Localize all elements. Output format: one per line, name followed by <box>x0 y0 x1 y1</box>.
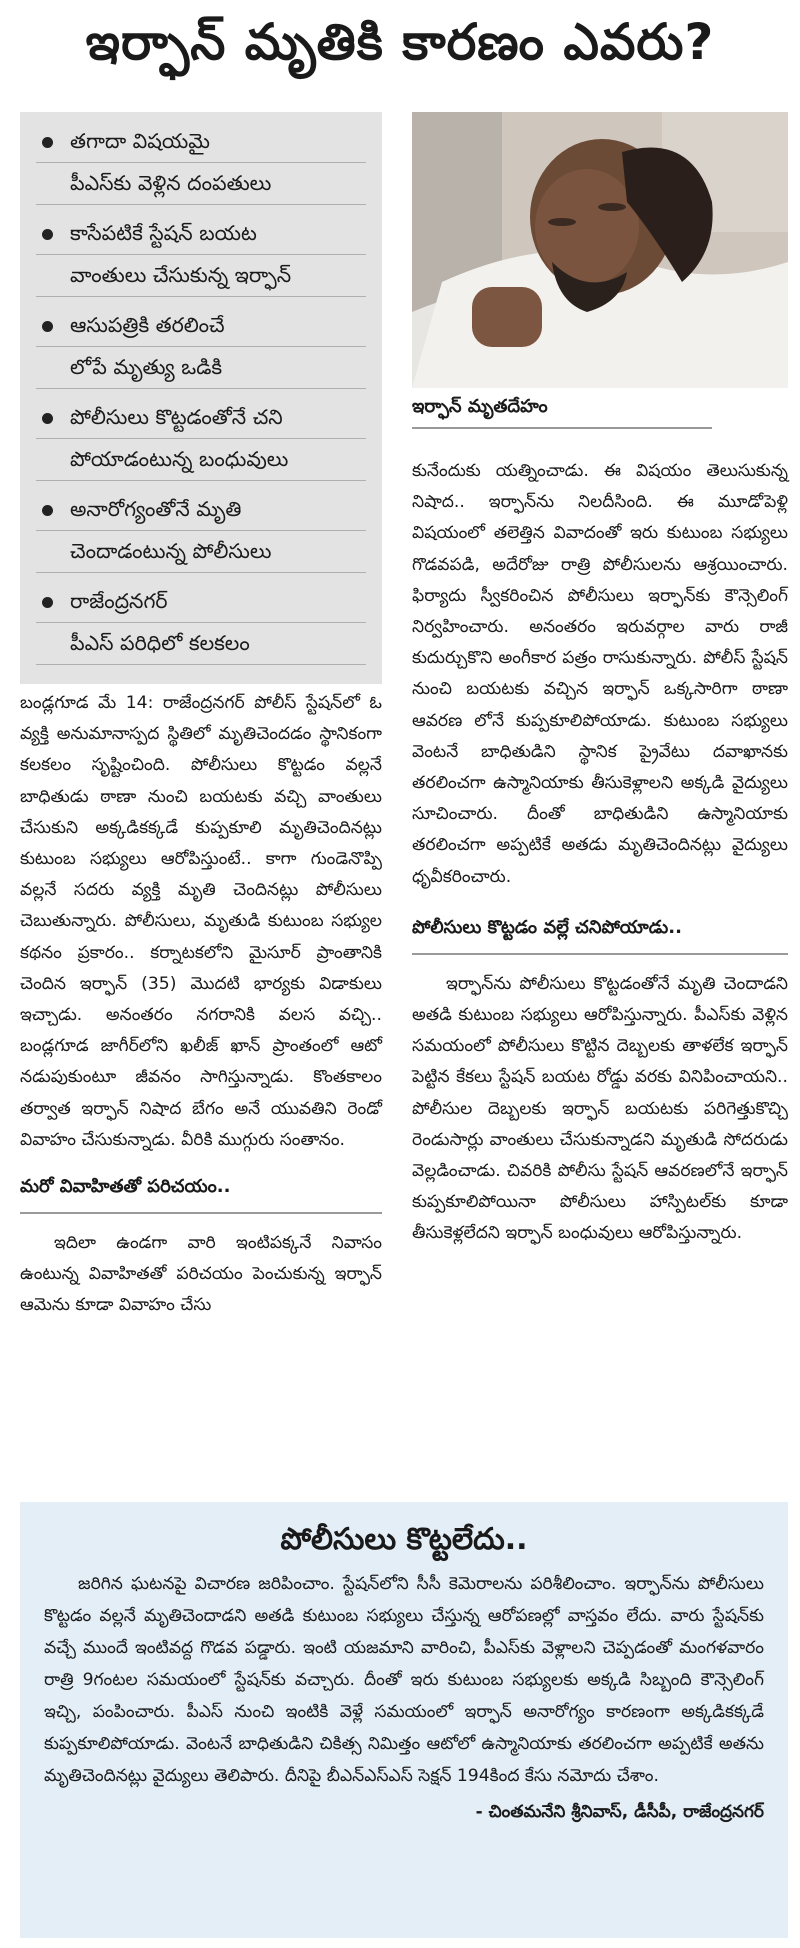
highlight-line: తగాదా విషయమై <box>36 126 366 163</box>
highlight-item <box>36 126 366 205</box>
left-subhead: మరో వివాహితతో పరిచయం.. <box>20 1162 382 1214</box>
highlight-line: పీఎస్‌కు వెళ్లిన దంపతులు <box>36 168 366 205</box>
statement-title: పోలీసులు కొట్టలేదు.. <box>280 1522 528 1557</box>
statement-body <box>44 1568 764 1792</box>
right-subhead: పోలీసులు కొట్టడం వల్లే చనిపోయాడు.. <box>412 903 788 955</box>
victim-photo <box>412 112 788 388</box>
left-paragraph-1: బండ్లగూడ మే 14: రాజేంద్రనగర్ పోలీస్ స్టేషన్‌లో ఓ వ్యక్తి అనుమానాస్పద స్థితిలో మృతిచెందడం స్థానికంగా కలకలం సృష్టించింది. పోలీసులు కొట్టడం వల్లనే బాధితుడు ఠాణా నుంచి బయటకు వచ్చి వాంతులు చేసుకుని అక్కడికక్కడే కుప్పకూలి మృతిచెందినట్లు కుటుంబ సభ్యులు ఆరోపిస్తుంటే.. కాగా గుండెనొప్పి వల్లనే సదరు వ్యక్తి మృతి చెందినట్లు పోలీసులు చెబుతున్నారు. పోలీసులు, మృతుడి కుటుంబ సభ్యుల కథనం ప్రకారం.. కర్నాటకలోని మైసూర్ ప్రాంతానికి చెందిన ఇర్ఫాన్ (35) మొదటి భార్యకు విడాకులు ఇచ్చాడు. అనంతరం నగరానికి వలస వచ్చి.. బండ్లగూడ జాగీర్‌లోని ఖలీజ్ ఖాన్ ప్రాంతంలో ఆటో నడుపుకుంటూ జీవనం సాగిస్తున్నాడు. కొంతకాలం తర్వాత ఇర్ఫాన్ నిషాద బేగం అనే యువతిని రెండో వివాహం చేసుకున్నాడు. వీరికి ముగ్గురు సంతానం. <box>20 693 382 1150</box>
highlight-line: పోయాడంటున్న బంధువులు <box>36 444 366 481</box>
right-paragraph-1: కునేందుకు యత్నించాడు. ఈ విషయం తెలుసుకున్న నిషాద.. ఇర్ఫాన్‌ను నిలదీసింది. ఈ మూడోపెళ్లి విషయంలో తలెత్తిన వివాదంతో ఇరు కుటుంబ సభ్యులు గొడవపడి, అదేరోజు రాత్రి పోలీసులను ఆశ్రయించారు. ఫిర్యాదు స్వీకరించిన పోలీసులు ఇర్ఫాన్‌కు కౌన్సెలింగ్ నిర్వహించారు. అనంతరం ఇరువర్గాల వారు రాజీ కుదుర్చుకొని అంగీకార పత్రం రాసుకున్నారు. పోలీస్ స్టేషన్ నుంచి బయటకు వచ్చిన ఇర్ఫాన్ ఒక్కసారిగా ఠాణా ఆవరణ లోనే కుప్పకూలిపోయాడు. కుటుంబ సభ్యులు వెంటనే బాధితుడిని స్థానిక ప్రైవేటు దవాఖానకు తరలించగా ఉస్మానియాకు తీసుకెళ్లాలని అక్కడి వైద్యులు సూచించారు. దీంతో బాధితుడిని ఉస్మానియాకు తరలించగా అప్పటికే అతడు మృతిచెందినట్లు వైద్యులు ధృవీకరించారు. <box>412 461 788 887</box>
photo-caption: ఇర్ఫాన్ మృతదేహం <box>412 396 712 429</box>
right-column <box>412 456 788 1250</box>
highlight-item <box>36 402 366 481</box>
left-column <box>20 688 382 1322</box>
highlights-box <box>20 112 382 684</box>
highlight-item <box>36 310 366 389</box>
highlight-line: రాజేంద్రనగర్ <box>36 586 366 623</box>
highlight-item <box>36 218 366 297</box>
highlight-line: చెందాడంటున్న పోలీసులు <box>36 536 366 573</box>
right-paragraph-2: ఇర్ఫాన్‌ను పోలీసులు కొట్టడంతోనే మృతి చెందాడని అతడి కుటుంబ సభ్యులు ఆరోపిస్తున్నారు. పీఎస్‌కు వెళ్లిన సమయంలో పోలీసులు కొట్టిన దెబ్బలకు తాళలేక ఇర్ఫాన్ పెట్టిన కేకలు స్టేషన్ బయట రోడ్డు వరకు వినిపించాయని.. పోలీసుల దెబ్బలకు ఇర్ఫాన్ బయటకు పరిగెత్తుకొచ్చి రెండుసార్లు వాంతులు చేసుకున్నాడని మృతుడి సోదరుడు వెల్లడించాడు. చివరికి పోలీసు స్టేషన్ ఆవరణలోనే ఇర్ఫాన్ కుప్పకూలిపోయినా పోలీసులు హాస్పిటల్‌కు కూడా తీసుకెళ్లలేదని ఇర్ఫాన్ బంధువులు ఆరోపిస్తున్నారు. <box>412 973 788 1244</box>
highlight-line: కాసేపటికే స్టేషన్ బయట <box>36 218 366 255</box>
highlight-line: పీఎస్ పరిధిలో కలకలం <box>36 628 366 665</box>
highlight-line: వాంతులు చేసుకున్న ఇర్ఫాన్ <box>36 260 366 297</box>
police-statement-box <box>20 1502 788 1938</box>
statement-text: జరిగిన ఘటనపై విచారణ జరిపించాం. స్టేషన్‌లోని సీసీ కెమెరాలను పరిశీలించాం. ఇర్ఫాన్‌ను పోలీసులు కొట్టడం వల్లనే మృతిచెందాడని అతడి కుటుంబ సభ్యులు చేస్తున్న ఆరోపణల్లో వాస్తవం లేదు. వారు స్టేషన్‌కు వచ్చే ముందే ఇంటివద్ద గొడవ పడ్డారు. ఇంటి యజమాని వారించి, పీఎస్‌కు వెళ్లాలని చెప్పడంతో మంగళవారం రాత్రి 9గంటల సమయంలో స్టేషన్‌కు వచ్చారు. దీంతో ఇరు కుటుంబ సభ్యులకు అక్కడి సిబ్బంది కౌన్సెలింగ్ ఇచ్చి, పంపించారు. పీఎస్ నుంచి ఇంటికి వెళ్లే సమయంలో ఇర్ఫాన్ అనారోగ్యం కారణంగా అక్కడికక్కడే కుప్పకూలిపోయాడు. వెంటనే బాధితుడిని చికిత్స నిమిత్తం ఆటోలో ఉస్మానియాకు తరలించగా అప్పటికే అతను మృతిచెందినట్లు వైద్యులు తెలిపారు. దీనిపై బీఎన్ఎస్ఎస్ సెక్షన్ 194కింద కేసు నమోదు చేశాం. <box>44 1574 764 1786</box>
highlight-item <box>36 494 366 573</box>
highlight-line: పోలీసులు కొట్టడంతోనే చని <box>36 402 366 439</box>
highlight-line: అనారోగ్యంతోనే మృతి <box>36 494 366 531</box>
headline: ఇర్ఫాన్ మృతికి కారణం ఎవరు? <box>85 12 715 71</box>
highlight-item <box>36 586 366 665</box>
left-paragraph-2: ఇదిలా ఉండగా వారి ఇంటిపక్కనే నివాసం ఉంటున్న వివాహితతో పరిచయం పెంచుకున్న ఇర్ఫాన్ ఆమెను కూడా వివాహం చేసు <box>20 1233 382 1316</box>
highlight-line: ఆసుపత్రికి తరలించే <box>36 310 366 347</box>
highlight-line: లోపే మృత్యు ఒడికి <box>36 352 366 389</box>
statement-signature: - చింతమనేని శ్రీనివాస్, డీసీపీ, రాజేంద్రనగర్ <box>475 1802 764 1822</box>
